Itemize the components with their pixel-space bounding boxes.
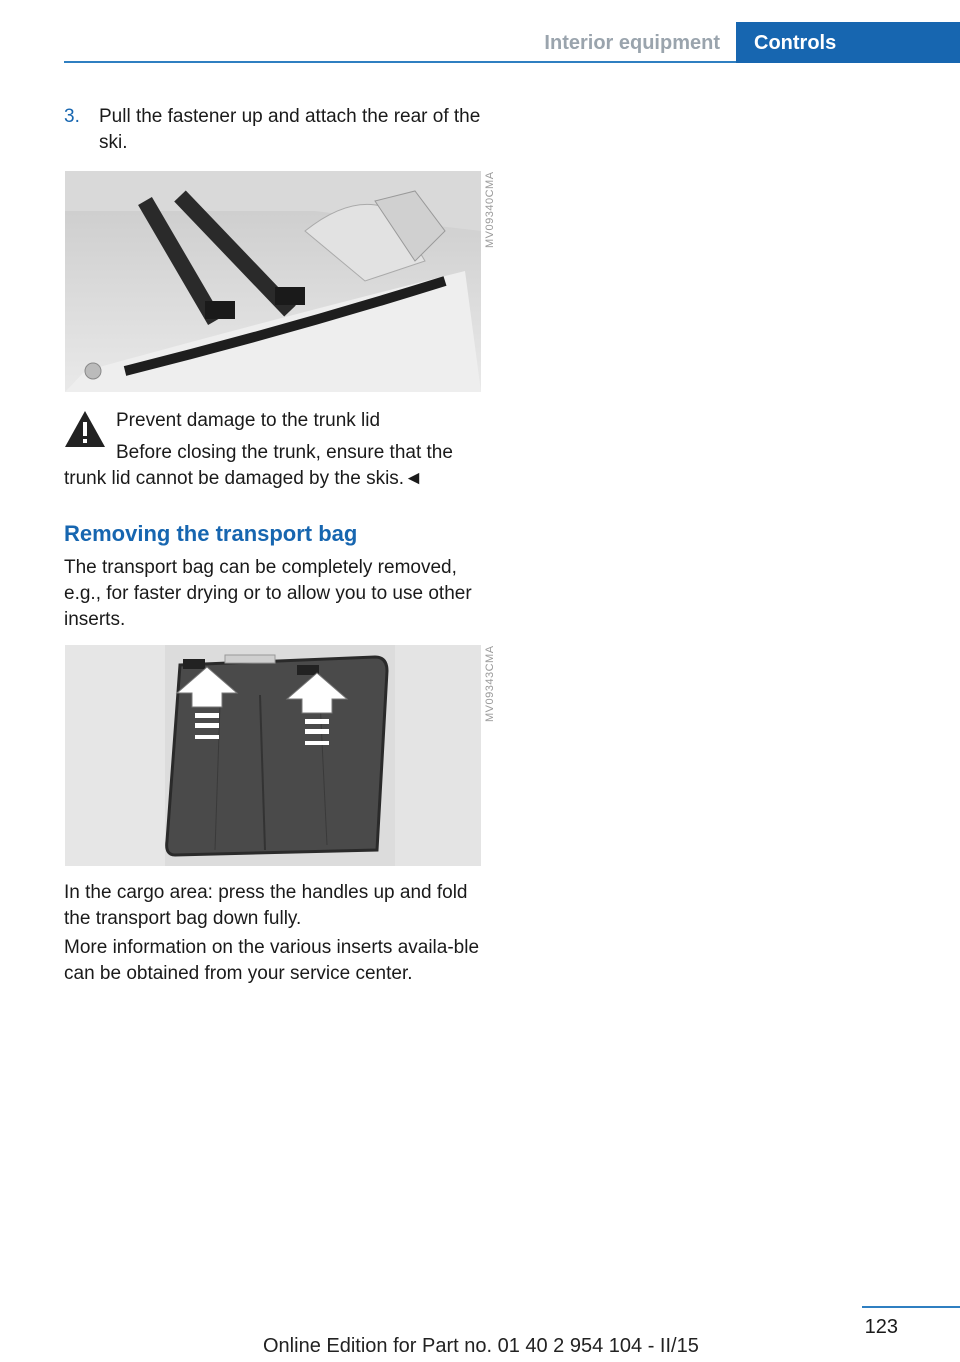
figure-code: MV09343CMA — [484, 645, 496, 722]
instruction-paragraph: In the cargo area: press the handles up and fold the transport bag down fully. — [64, 882, 468, 929]
info-paragraph: More information on the various inserts availa-ble can be obtained from your service center. — [64, 937, 480, 984]
page-number: 123 — [864, 1316, 898, 1338]
header-section-title: Interior equipment — [544, 32, 720, 54]
trunk-ski-holder-illustration — [65, 171, 481, 392]
figure-code: MV09340CMA — [484, 171, 496, 248]
warning-title: Prevent damage to the trunk lid — [116, 410, 381, 431]
transport-bag-illustration — [65, 645, 481, 866]
step-text: Pull the fastener up and attach the rear of the ski. — [99, 106, 481, 153]
page-number-rule — [862, 1306, 960, 1308]
header-chapter-tab: Controls — [736, 22, 960, 63]
edition-footer: Online Edition for Part no. 01 40 2 954 104 - II/15 — [263, 1335, 699, 1357]
step-number: 3. — [64, 106, 80, 127]
section-intro: The transport bag can be completely removed, e.g., for faster drying or to allow you to use other inserts. — [64, 557, 472, 630]
warning-body: Before closing the trunk, ensure that the trunk lid cannot be damaged by the skis.◄ — [64, 442, 453, 489]
section-heading: Removing the transport bag — [64, 521, 358, 546]
